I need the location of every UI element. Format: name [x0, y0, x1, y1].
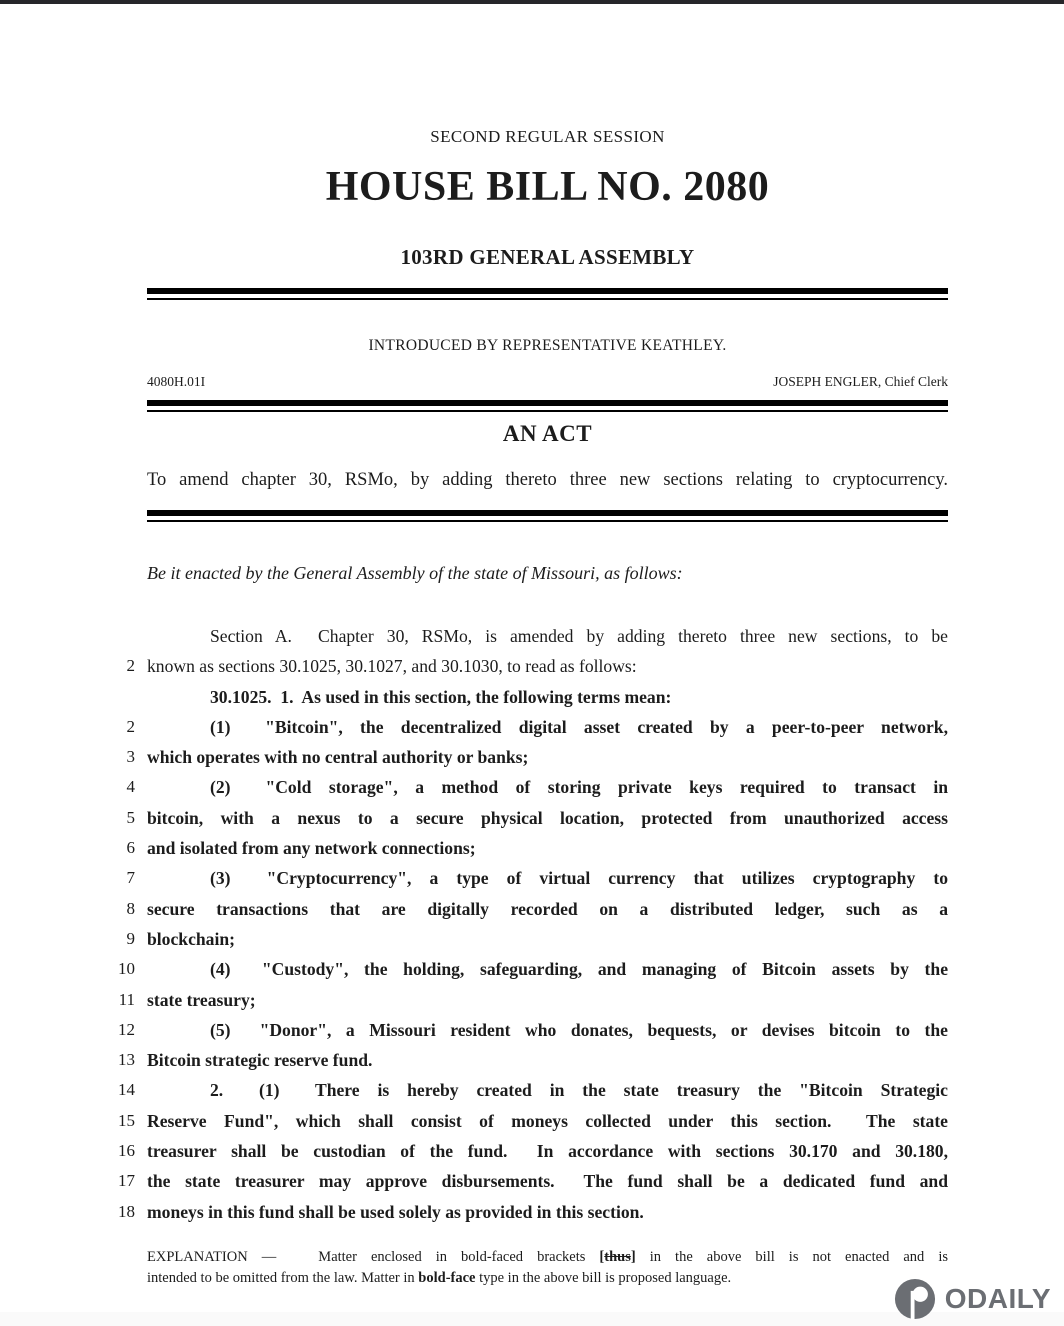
- bill-line: [126, 863, 948, 893]
- act-heading: AN ACT: [502, 421, 593, 446]
- explanation-segment: in the above bill is not enacted and is: [635, 1248, 948, 1265]
- bill-line: [118, 1015, 948, 1045]
- bill-line: [126, 772, 948, 802]
- line-text: (4) "Custody", the holding, safeguarding, and managing of Bitcoin assets by the: [210, 959, 948, 980]
- bill-title: HOUSE BILL NO. 2080: [325, 164, 770, 210]
- bill-line: [126, 712, 948, 742]
- odaily-logo-icon: [894, 1278, 936, 1320]
- line-text: blockchain;: [147, 928, 235, 949]
- line-text: Bitcoin strategic reserve fund.: [147, 1050, 373, 1071]
- explanation-segment: bold-face: [418, 1269, 476, 1286]
- line-number: 16: [118, 1141, 135, 1161]
- bill-line: [147, 621, 948, 651]
- line-text: secure transactions that are digitally recorded on a distributed ledger, such as a: [147, 898, 948, 919]
- line-text: Reserve Fund", which shall consist of moneys collected under this section. The state: [147, 1110, 948, 1131]
- line-text: Section A. Chapter 30, RSMo, is amended by adding thereto three new sections, to be: [210, 626, 948, 646]
- enacting-clause: Be it enacted by the General Assembly of the state of Missouri, as follows:: [147, 563, 683, 583]
- line-number: 5: [126, 807, 135, 827]
- bill-body: [118, 621, 948, 1227]
- line-text: and isolated from any network connections;: [147, 838, 476, 859]
- line-text: state treasury;: [147, 989, 256, 1010]
- explanation-line-1: [147, 1247, 948, 1268]
- doc-code: 4080H.01I: [147, 374, 206, 389]
- line-number: 17: [118, 1171, 135, 1191]
- line-text: (5) "Donor", a Missouri resident who donates, bequests, or devises bitcoin to the: [210, 1019, 948, 1040]
- line-text: (1) "Bitcoin", the decentralized digital asset created by a peer-to-peer network,: [210, 716, 948, 737]
- line-number: 13: [118, 1050, 135, 1070]
- explanation-segment: [: [599, 1248, 605, 1265]
- line-number: 3: [126, 747, 135, 767]
- line-number: 12: [118, 1019, 135, 1039]
- bill-line: [126, 833, 948, 863]
- bill-line: [118, 1166, 948, 1196]
- line-number: 9: [126, 928, 135, 948]
- line-text: treasurer shall be custodian of the fund. In accordance with sections 30.170 and 30.180,: [147, 1141, 948, 1162]
- chief-clerk: JOSEPH ENGLER, Chief Clerk: [773, 374, 948, 389]
- bill-line: [118, 985, 948, 1015]
- line-number: 18: [118, 1201, 135, 1221]
- line-number: 7: [126, 868, 135, 888]
- line-text: (2) "Cold storage", a method of storing private keys required to transact in: [210, 777, 948, 798]
- explanation-segment: ]: [630, 1248, 636, 1265]
- line-number: 6: [126, 838, 135, 858]
- line-text: the state treasurer may approve disbursements. The fund shall be a dedicated fund and: [147, 1171, 948, 1192]
- clerk-row: [147, 374, 948, 390]
- bill-line: [126, 803, 948, 833]
- line-text: 2. (1) There is hereby created in the state treasury the "Bitcoin Strategic: [210, 1080, 948, 1101]
- divider-rule-middle: [147, 400, 948, 412]
- line-number: 4: [126, 777, 135, 797]
- line-number: 8: [126, 898, 135, 918]
- line-number: 2: [126, 656, 135, 676]
- explanation-segment: thus: [604, 1248, 631, 1265]
- bill-document: [118, 4, 948, 1289]
- line-number: 14: [118, 1080, 135, 1100]
- bill-line: [126, 742, 948, 772]
- bill-line: [126, 924, 948, 954]
- line-text: known as sections 30.1025, 30.1027, and 30.1030, to read as follows:: [147, 656, 637, 677]
- bill-line: [118, 1197, 948, 1227]
- bill-line: [118, 1136, 948, 1166]
- assembly-label: 103RD GENERAL ASSEMBLY: [400, 245, 695, 269]
- session-label: SECOND REGULAR SESSION: [430, 127, 665, 146]
- bill-line: [126, 894, 948, 924]
- line-number: 2: [126, 716, 135, 736]
- line-text: moneys in this fund shall be used solely as provided in this section.: [147, 1201, 644, 1222]
- explanation-line-2: [147, 1268, 948, 1289]
- odaily-brand-text: ODAILY: [944, 1283, 1051, 1314]
- bill-line: [147, 682, 948, 712]
- odaily-watermark: [894, 1278, 1051, 1320]
- divider-rule-top: [147, 288, 948, 300]
- explanation-segment: EXPLANATION — Matter enclosed in bold-faced brackets: [147, 1248, 600, 1265]
- bill-line: [118, 954, 948, 984]
- divider-rule-bottom: [147, 510, 948, 522]
- line-text: bitcoin, with a nexus to a secure physical location, protected from unauthorized access: [147, 807, 948, 828]
- line-number: 11: [118, 989, 135, 1009]
- explanation-footnote: [147, 1247, 948, 1289]
- explanation-segment: type in the above bill is proposed language.: [475, 1269, 732, 1286]
- bill-line: [118, 1106, 948, 1136]
- explanation-segment: intended to be omitted from the law. Matter in: [147, 1269, 419, 1286]
- line-text: which operates with no central authority or banks;: [147, 747, 529, 768]
- bill-line: [118, 1045, 948, 1075]
- line-text: 30.1025. 1. As used in this section, the following terms mean:: [210, 686, 672, 707]
- bill-line: [118, 1075, 948, 1105]
- introduced-by-line: INTRODUCED BY REPRESENTATIVE KEATHLEY.: [368, 337, 727, 354]
- line-number: 10: [118, 959, 135, 979]
- line-number: 15: [118, 1110, 135, 1130]
- bill-line: [126, 651, 948, 681]
- act-summary: To amend chapter 30, RSMo, by adding thereto three new sections relating to cryptocurrency.: [147, 470, 948, 490]
- line-text: (3) "Cryptocurrency", a type of virtual currency that utilizes cryptography to: [210, 868, 948, 889]
